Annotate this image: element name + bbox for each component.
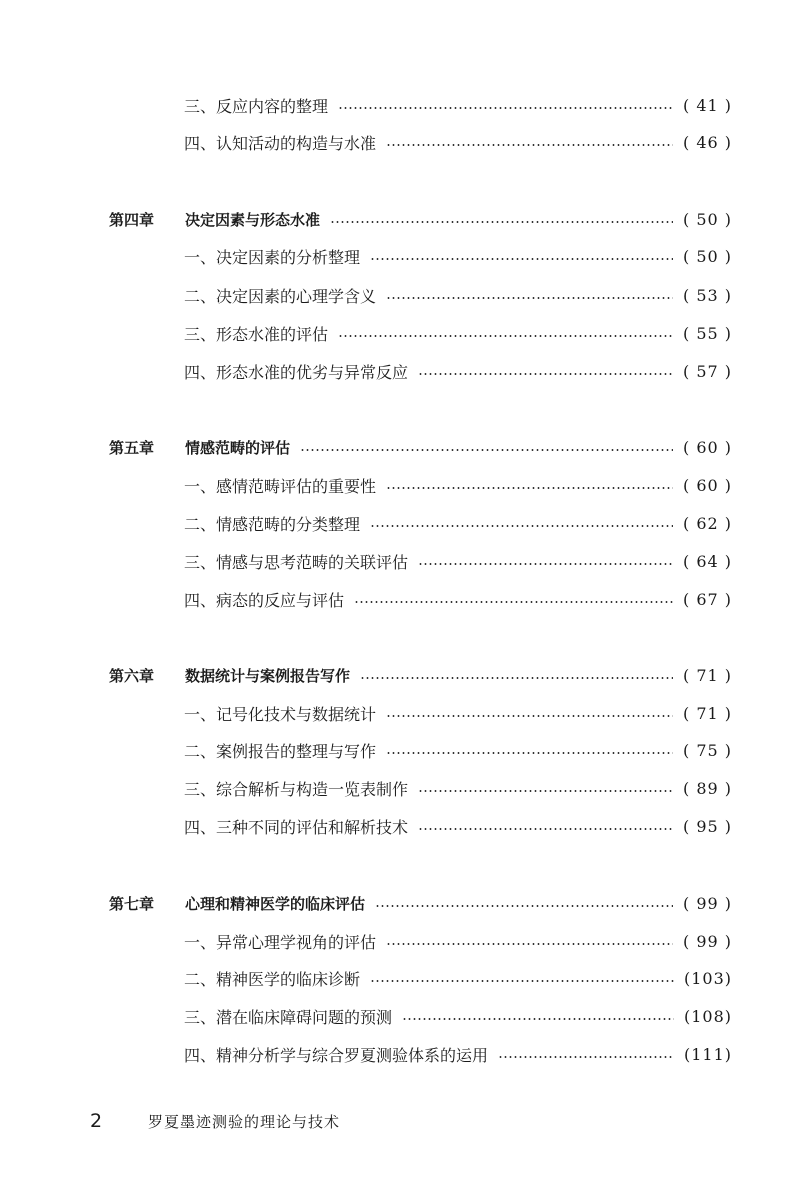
toc-entry[interactable] [184,965,732,991]
toc-entry-title: 四、形态水准的优劣与异常反应 [184,362,409,382]
toc-entry-title: 二、决定因素的心理学含义 [184,286,377,306]
toc-entry[interactable] [184,92,732,118]
dot-leader [498,1056,674,1058]
toc-entry[interactable] [184,586,732,612]
toc-entry[interactable] [184,243,732,269]
toc-entry-title: 一、异常心理学视角的评估 [184,932,377,952]
toc-page-number: (111) [683,1044,732,1064]
chapter-title: 心理和精神医学的临床评估 [185,894,366,913]
toc-page-number: ( 60 ) [682,475,732,495]
dot-leader [386,144,673,146]
toc-entry[interactable] [184,510,732,536]
toc-entry[interactable] [184,320,732,346]
toc-entry-title: 四、三种不同的评估和解析技术 [184,817,409,837]
toc-page-number: ( 60 ) [682,437,732,457]
dot-leader [418,828,673,830]
dot-leader [418,790,673,792]
chapter-title: 数据统计与案例报告写作 [185,666,351,685]
toc-page-number: ( 64 ) [682,551,732,571]
toc-entry[interactable] [184,358,732,384]
toc-entry-title: 一、决定因素的分析整理 [184,247,361,267]
toc-page-number: (108) [683,1006,732,1026]
chapter-label: 第六章 [109,666,155,685]
toc-entry[interactable] [184,928,732,954]
toc-entry-title: 三、形态水准的评估 [184,324,329,344]
toc-entry[interactable] [184,1003,732,1029]
dot-leader [370,525,673,527]
dot-leader [418,373,673,375]
toc-page-number: ( 99 ) [682,893,732,913]
toc-entry[interactable] [184,775,732,801]
toc-page-number: ( 71 ) [682,665,732,685]
toc-page-number: ( 50 ) [682,209,732,229]
toc-entry-title: 三、潜在临床障碍问题的预测 [184,1007,393,1027]
toc-page-number: ( 71 ) [682,703,732,723]
toc-entry-title: 二、情感范畴的分类整理 [184,514,361,534]
toc-entry[interactable] [184,282,732,308]
dot-leader [338,107,673,109]
toc-entry-title: 三、反应内容的整理 [184,96,329,116]
page-footer [90,1106,340,1136]
dot-leader [338,335,673,337]
toc-page-number: ( 67 ) [682,589,732,609]
footer-page-number: 2 [90,1110,103,1132]
dot-leader [386,752,673,754]
toc-entry-title: 三、综合解析与构造一览表制作 [184,779,409,799]
toc-entry-title: 四、病态的反应与评估 [184,590,345,610]
toc-chapter-6[interactable] [109,662,732,688]
toc-entry-title: 一、记号化技术与数据统计 [184,704,377,724]
toc-page-number: ( 55 ) [682,323,732,343]
dot-leader [386,943,673,945]
dot-leader [360,677,673,679]
dot-leader [375,905,673,907]
toc-chapter-7[interactable] [109,890,732,916]
toc-entry-title: 二、案例报告的整理与写作 [184,741,377,761]
chapter-label: 第七章 [109,894,155,913]
toc-page-number: ( 89 ) [682,778,732,798]
dot-leader [386,297,673,299]
dot-leader [418,563,673,565]
toc-page-number: ( 50 ) [682,246,732,266]
dot-leader [386,487,673,489]
toc-entry-title: 四、精神分析学与综合罗夏测验体系的运用 [184,1045,489,1065]
chapter-title: 情感范畴的评估 [185,438,291,457]
toc-page-number: ( 41 ) [682,95,732,115]
toc-page-number: ( 57 ) [682,361,732,381]
toc-entry-title: 三、情感与思考范畴的关联评估 [184,552,409,572]
footer-book-title: 罗夏墨迹测验的理论与技术 [148,1112,341,1131]
dot-leader [370,980,674,982]
toc-entry-title: 四、认知活动的构造与水准 [184,133,377,153]
chapter-label: 第五章 [109,438,155,457]
chapter-title: 决定因素与形态水准 [185,210,321,229]
toc-page-number: ( 62 ) [682,513,732,533]
toc-page-number: ( 75 ) [682,740,732,760]
toc-chapter-4[interactable] [109,206,732,232]
toc-page-number: ( 99 ) [682,931,732,951]
dot-leader [386,715,673,717]
toc-entry[interactable] [184,737,732,763]
toc-entry[interactable] [184,472,732,498]
toc-page-number: ( 95 ) [682,816,732,836]
toc-page-number: ( 53 ) [682,285,732,305]
dot-leader [354,601,673,603]
toc-entry[interactable] [184,548,732,574]
toc-entry-title: 二、精神医学的临床诊断 [184,969,361,989]
toc-entry[interactable] [184,1041,732,1067]
toc-chapter-5[interactable] [109,434,732,460]
dot-leader [300,449,673,451]
dot-leader [330,221,673,223]
dot-leader [370,258,673,260]
dot-leader [402,1018,674,1020]
toc-entry[interactable] [184,129,732,155]
toc-page-number: (103) [683,968,732,988]
toc-entry[interactable] [184,700,732,726]
toc-entry-title: 一、感情范畴评估的重要性 [184,476,377,496]
toc-page-number: ( 46 ) [682,132,732,152]
toc-entry[interactable] [184,813,732,839]
chapter-label: 第四章 [109,210,155,229]
